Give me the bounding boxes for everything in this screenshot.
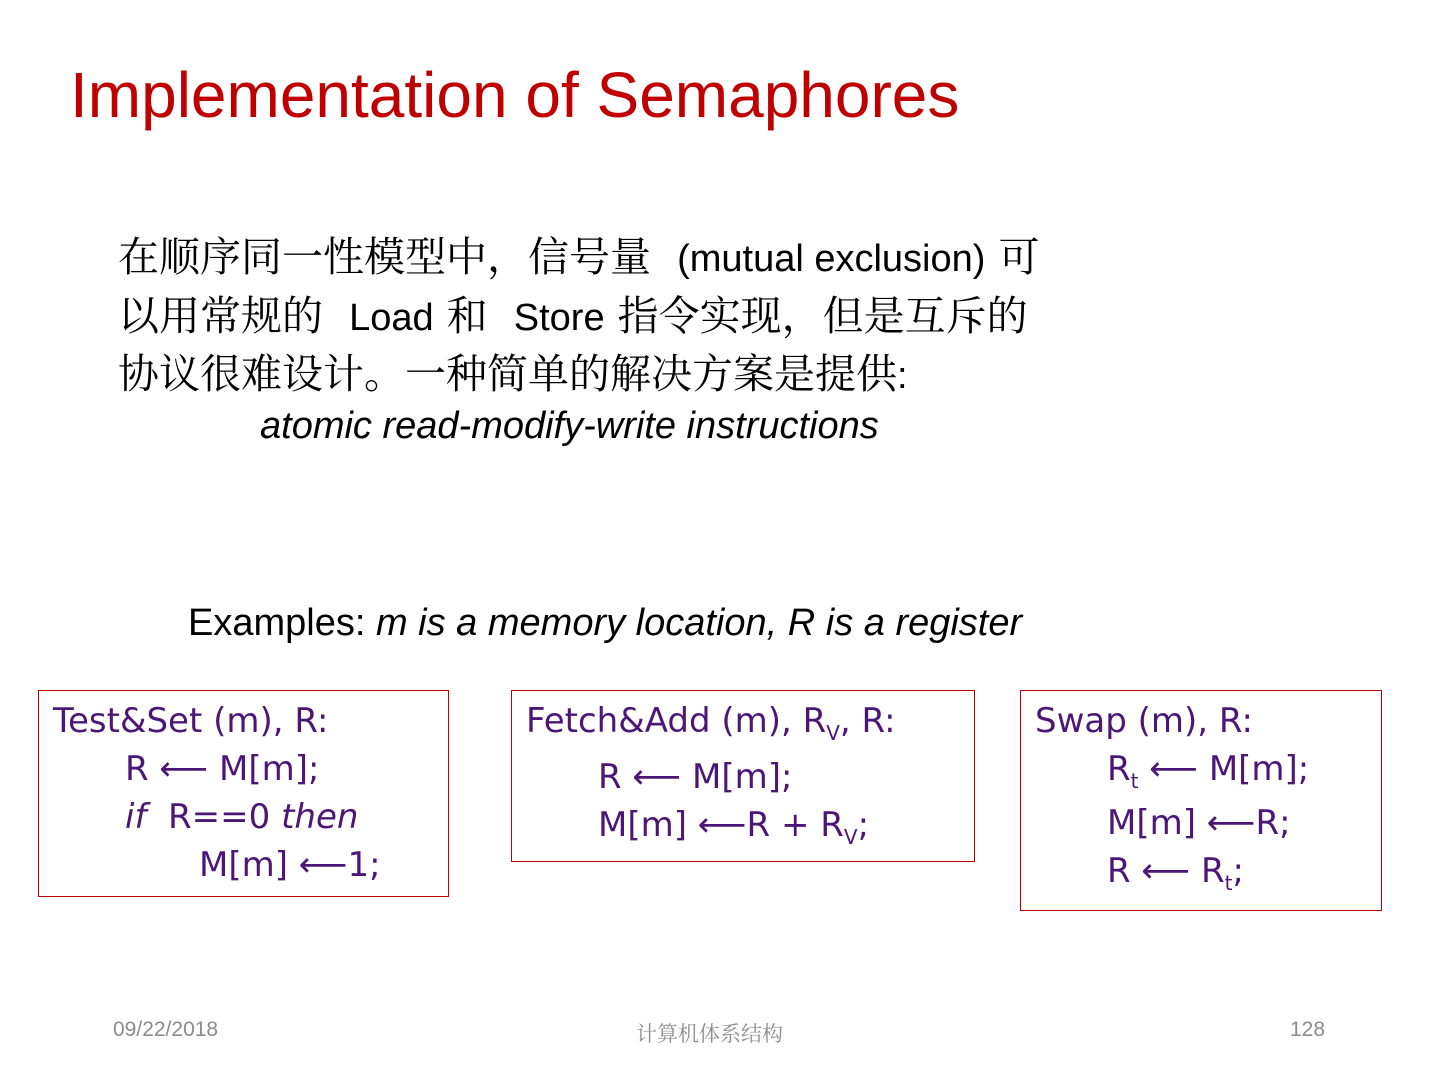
code-line bbox=[125, 797, 358, 837]
code-text: ; bbox=[1232, 851, 1244, 891]
subscript: V bbox=[826, 720, 840, 745]
code-line bbox=[598, 805, 869, 849]
box-header: Swap (m), R: bbox=[1035, 701, 1253, 741]
code-line: R ⟵ M[m]; bbox=[598, 757, 793, 797]
subscript: V bbox=[843, 824, 858, 849]
code-line: M[m] ⟵R; bbox=[1107, 803, 1291, 843]
paragraph-line-2 bbox=[118, 287, 1028, 347]
keyword-if: if bbox=[125, 797, 147, 837]
code-line: M[m] ⟵1; bbox=[199, 845, 381, 885]
subscript: t bbox=[1224, 870, 1233, 895]
paragraph-text: 在顺序同一性模型中，信号量 bbox=[118, 233, 651, 281]
condition: R==0 bbox=[168, 797, 271, 837]
slide-title: Implementation of Semaphores bbox=[70, 59, 960, 131]
fetch-and-add-box bbox=[511, 690, 975, 862]
examples-label: Examples: bbox=[188, 602, 366, 644]
paragraph-line-3 bbox=[118, 345, 908, 405]
paragraph-term: Store bbox=[513, 297, 605, 339]
keyword-then: then bbox=[281, 797, 359, 837]
code-text: ; bbox=[857, 805, 870, 845]
test-and-set-box bbox=[38, 690, 449, 897]
paragraph-text: 和 bbox=[446, 292, 488, 340]
emphasis-text: atomic read-modify-write instructions bbox=[260, 405, 879, 447]
code-text: M[m] ⟵R + R bbox=[598, 805, 844, 845]
footer-title: 计算机体系结构 bbox=[636, 1022, 783, 1046]
paragraph-line-1 bbox=[118, 228, 1039, 288]
code-text: R bbox=[1107, 749, 1131, 789]
paragraph-term: (mutual exclusion) bbox=[677, 238, 986, 280]
paragraph-colon: : bbox=[897, 355, 908, 397]
paragraph-text: 以用常规的 bbox=[118, 292, 323, 340]
box-header: Test&Set (m), R: bbox=[53, 701, 329, 741]
code-text: ⟵ M[m]; bbox=[1138, 749, 1310, 789]
paragraph-term: Load bbox=[349, 297, 434, 339]
code-line: R ⟵ M[m]; bbox=[125, 749, 320, 789]
subscript: t bbox=[1130, 768, 1139, 793]
paragraph-text: 指令实现，但是互斥的 bbox=[617, 292, 1028, 340]
code-line bbox=[1107, 749, 1309, 793]
examples-line bbox=[188, 602, 1022, 645]
footer-date: 09/22/2018 bbox=[113, 1018, 219, 1041]
code-text: R ⟵ R bbox=[1107, 851, 1225, 891]
examples-description: m is a memory location, R is a register bbox=[375, 602, 1023, 644]
paragraph-text: 可 bbox=[998, 233, 1040, 281]
header-text: Fetch&Add (m), R bbox=[526, 701, 827, 741]
box-header bbox=[526, 701, 896, 745]
paragraph-text: 协议很难设计。一种简单的解决方案是提供 bbox=[118, 350, 897, 398]
page-number: 128 bbox=[1290, 1018, 1326, 1041]
swap-box bbox=[1020, 690, 1382, 911]
header-text: , R: bbox=[839, 701, 896, 741]
code-line bbox=[1107, 851, 1244, 895]
